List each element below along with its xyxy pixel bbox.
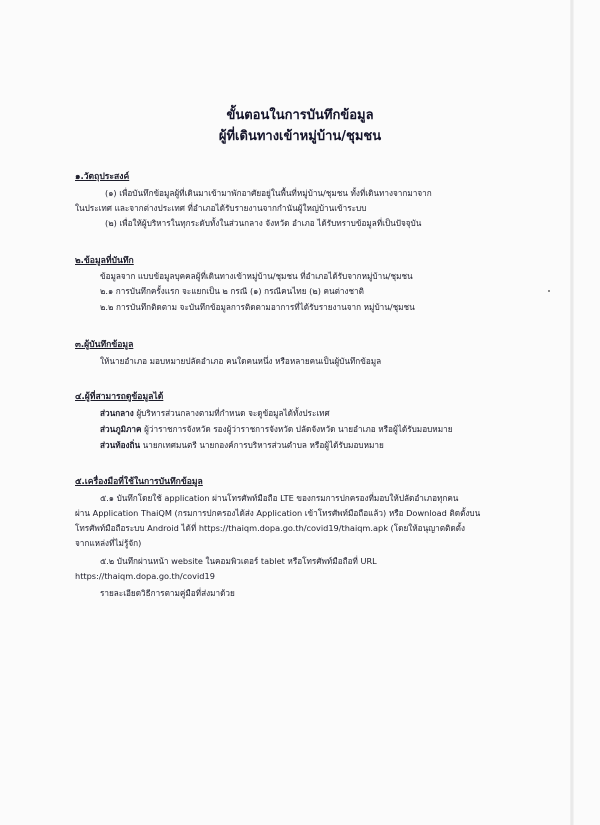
section-2-line-1: ข้อมูลจาก แบบข้อมูลบุคคลผู้ที่เดินทางเข้าหมู่บ้าน/ชุมชน ที่อำเภอได้รับจากหมู่บ้าน/ชุมชน (100, 271, 413, 281)
section-3-line-1: ให้นายอำเภอ มอบหมายปลัดอำเภอ คนใดคนหนึ่ง หรือหลายคนเป็นผู้บันทึกข้อมูล (100, 356, 382, 366)
section-5-paragraph-1-line-4: จากแหล่งที่ไม่รู้จัก) (75, 538, 142, 548)
section-5-paragraph-2-line-2: https://thaiqm.dopa.go.th/covid19 (75, 571, 215, 581)
section-1-paragraph-2: (๒) เพื่อให้ผู้บริหารในทุกระดับทั้งในส่วนกลาง จังหวัด อำเภอ ได้รับทราบข้อมูลที่เป็นปัจจุบัน (105, 218, 422, 228)
central-text: ผู้บริหารส่วนกลางตามที่กำหนด จะดูข้อมูลได้ทั้งประเทศ (133, 408, 330, 418)
section-4-heading: ๔.ผู้ที่สามารถดูข้อมูลได้ (75, 392, 164, 402)
section-1-paragraph-1-line-2: ในประเทศ และจากต่างประเทศ ที่อำเภอได้รับรายงานจากกำนันผู้ใหญ่บ้านเข้าระบบ (75, 203, 367, 213)
section-2-line-2: ๒.๑ การบันทึกครั้งแรก จะแยกเป็น ๒ กรณี (๑) กรณีคนไทย (๒) คนต่างชาติ (100, 286, 364, 296)
section-5-paragraph-1-line-2: ผ่าน Application ThaiQM (กรมการปกครองได้ส่ง Application เข้าโทรศัพท์มือถือแล้ว) หรือ Download ติดตั้งบน (75, 508, 481, 518)
section-4-line-2 (100, 424, 453, 434)
document-title-line1: ขั้นตอนในการบันทึกข้อมูล (226, 108, 374, 123)
document-title-line2: ผู้ที่เดินทางเข้าหมู่บ้าน/ชุมชน (218, 129, 382, 144)
central-label: ส่วนกลาง (100, 408, 134, 418)
section-5-paragraph-1-line-1: ๕.๑ บันทึกโดยใช้ application ผ่านโทรศัพท์มือถือ LTE ของกรมการปกครองที่มอบให้ปลัดอำเภอทุกคน (100, 493, 459, 503)
section-5-heading: ๕.เครื่องมือที่ใช้ในการบันทึกข้อมูล (75, 477, 203, 487)
section-2-heading: ๒.ข้อมูลที่บันทึก (75, 256, 134, 266)
local-label: ส่วนท้องถิ่น (100, 440, 141, 450)
section-4-line-3 (100, 440, 384, 450)
regional-text: ผู้ว่าราชการจังหวัด รองผู้ว่าราชการจังหวัด ปลัดจังหวัด นายอำเภอ หรือผู้ได้รับมอบหมาย (141, 424, 453, 434)
scan-speck (548, 290, 550, 292)
section-1-paragraph-1-line-1: (๑) เพื่อบันทึกข้อมูลผู้ที่เดินมาเข้ามาพักอาศัยอยู่ในพื้นที่หมู่บ้าน/ชุมชน ทั้งที่เดินทางจากมาจาก (105, 188, 432, 198)
section-2-line-3: ๒.๒ การบันทึกติดตาม จะบันทึกข้อมูลการติดตามอาการที่ได้รับรายงานจาก หมู่บ้าน/ชุมชน (100, 302, 415, 312)
section-5-paragraph-3: รายละเอียดวิธีการตามคู่มือที่ส่งมาด้วย (100, 588, 235, 598)
regional-label: ส่วนภูมิภาค (100, 424, 142, 434)
section-3-heading: ๓.ผู้บันทึกข้อมูล (75, 340, 134, 350)
section-4-line-1 (100, 408, 330, 418)
local-text: นายกเทศมนตรี นายกองค์การบริหารส่วนตำบล หรือผู้ได้รับมอบหมาย (140, 440, 384, 450)
section-5-paragraph-1-line-3: โทรศัพท์มือถือระบบ Android ได้ที่ https://thaiqm.dopa.go.th/covid19/thaiqm.apk (โดยให้อนุญาตติดตั้ง (75, 523, 466, 533)
section-1-heading: ๑.วัตถุประสงค์ (75, 172, 130, 182)
section-5-paragraph-2-line-1: ๕.๒ บันทึกผ่านหน้า website ในคอมพิวเตอร์ tablet หรือโทรศัพท์มือถือที่ URL (100, 556, 377, 566)
